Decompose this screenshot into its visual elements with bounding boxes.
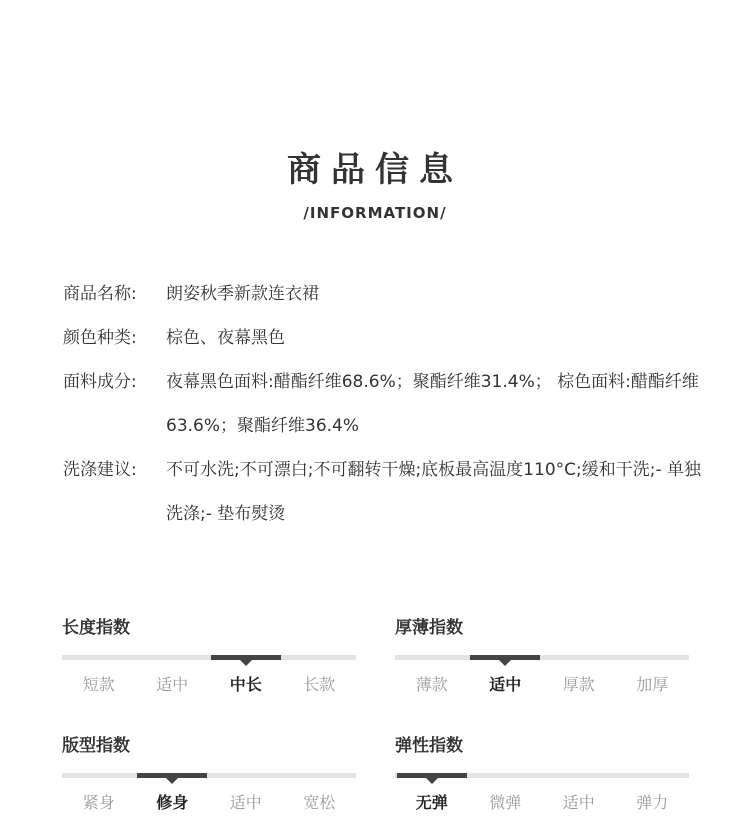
index-option: 短款 <box>82 675 115 694</box>
pointer-icon <box>240 660 252 666</box>
index-option: 适中 <box>229 793 262 812</box>
info-label: 洗涤建议: <box>63 460 137 480</box>
index-marker <box>470 655 540 660</box>
index-option: 中长 <box>229 675 262 694</box>
index-option: 适中 <box>156 675 189 694</box>
index-track <box>395 655 689 660</box>
info-row-wash <box>63 448 703 536</box>
info-row-name <box>63 272 703 316</box>
info-value: 朗姿秋季新款连衣裙 <box>166 284 319 304</box>
thickness-index <box>395 616 689 696</box>
index-option: 薄款 <box>415 675 448 694</box>
index-track <box>395 773 689 778</box>
info-label: 颜色种类: <box>63 328 137 348</box>
info-label: 面料成分: <box>63 372 137 392</box>
index-options <box>62 674 356 696</box>
elasticity-index <box>395 734 689 814</box>
index-option: 宽松 <box>303 793 336 812</box>
page-title: 商品信息 <box>287 150 463 190</box>
index-option: 修身 <box>156 793 189 812</box>
index-option: 无弹 <box>415 793 448 812</box>
index-option: 长款 <box>303 675 336 694</box>
info-value: 棕色、夜幕黑色 <box>166 328 285 348</box>
index-title: 版型指数 <box>62 736 130 756</box>
index-marker <box>137 773 207 778</box>
index-options <box>395 792 689 814</box>
index-marker <box>397 773 467 778</box>
pointer-icon <box>166 778 178 784</box>
info-value: 夜幕黑色面料:醋酯纤维68.6%；聚酯纤维31.4%； 棕色面料:醋酯纤维63.6%；聚酯纤维36.4% <box>166 372 699 436</box>
product-info <box>63 272 703 536</box>
index-track <box>62 655 356 660</box>
pointer-icon <box>426 778 438 784</box>
index-option: 适中 <box>489 675 522 694</box>
index-options <box>395 674 689 696</box>
index-option: 厚款 <box>562 675 595 694</box>
index-option: 微弹 <box>489 793 522 812</box>
info-row-color <box>63 316 703 360</box>
index-options <box>62 792 356 814</box>
info-label: 商品名称: <box>63 284 137 304</box>
info-value: 不可水洗;不可漂白;不可翻转干燥;底板最高温度110°C;缓和干洗;- 单独洗涤;- 垫布熨烫 <box>166 460 701 524</box>
index-title: 长度指数 <box>62 618 130 638</box>
index-option: 弹力 <box>636 793 669 812</box>
index-track <box>62 773 356 778</box>
info-row-fabric <box>63 360 703 448</box>
index-marker <box>211 655 281 660</box>
fit-index <box>62 734 356 814</box>
length-index <box>62 616 356 696</box>
index-option: 适中 <box>562 793 595 812</box>
pointer-icon <box>499 660 511 666</box>
page-subtitle: /INFORMATION/ <box>303 204 447 222</box>
index-option: 加厚 <box>636 675 669 694</box>
index-option: 紧身 <box>82 793 115 812</box>
index-title: 厚薄指数 <box>395 618 463 638</box>
index-title: 弹性指数 <box>395 736 463 756</box>
